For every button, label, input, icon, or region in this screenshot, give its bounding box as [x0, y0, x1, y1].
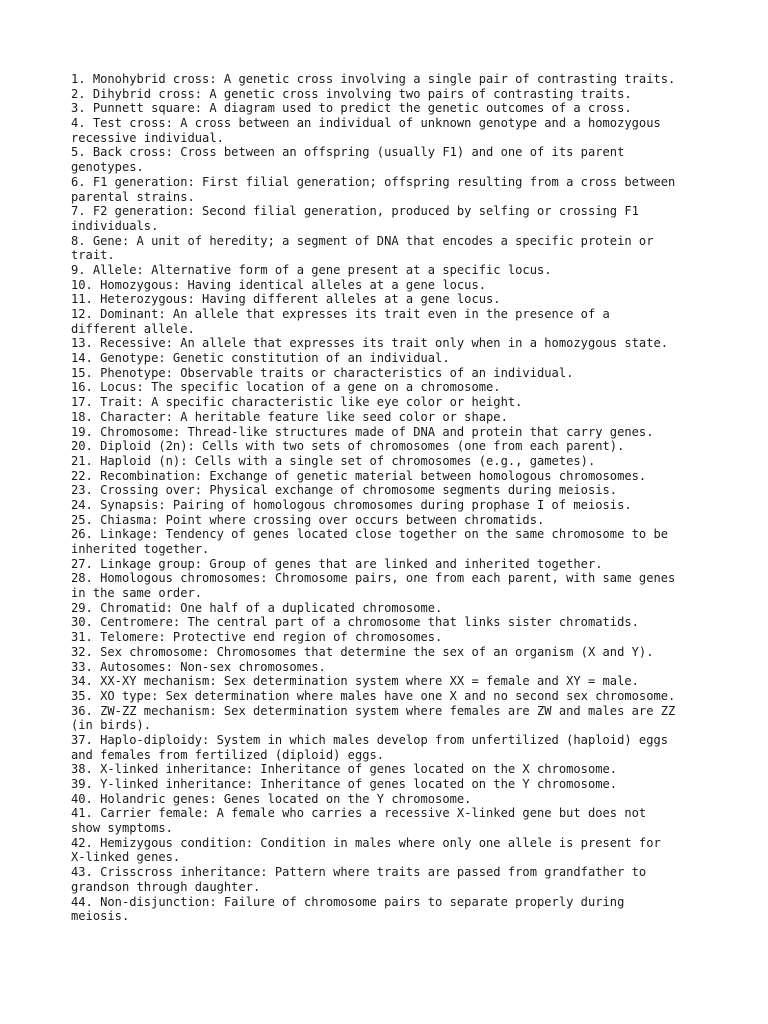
- glossary-line: 15. Phenotype: Observable traits or characteristics of an individual.: [71, 365, 574, 380]
- glossary-line: 30. Centromere: The central part of a chromosome that links sister chromatids.: [71, 615, 639, 630]
- glossary-line: 17. Trait: A specific characteristic like eye color or height.: [71, 395, 523, 410]
- glossary-line: grandson through daughter.: [71, 879, 261, 894]
- glossary-line: 44. Non-disjunction: Failure of chromosome pairs to separate properly during: [71, 894, 625, 909]
- glossary-line: (in birds).: [71, 718, 152, 733]
- glossary-line: recessive individual.: [71, 130, 224, 145]
- glossary-line: 10. Homozygous: Having identical alleles at a gene locus.: [71, 277, 487, 292]
- glossary-line: 40. Holandric genes: Genes located on the Y chromosome.: [71, 791, 472, 806]
- glossary-line: 23. Crossing over: Physical exchange of chromosome segments during meiosis.: [71, 483, 618, 498]
- glossary-line: 31. Telomere: Protective end region of chromosomes.: [71, 630, 443, 645]
- glossary-line: 13. Recessive: An allele that expresses its trait only when in a homozygous state.: [71, 336, 669, 351]
- glossary-line: 5. Back cross: Cross between an offspring (usually F1) and one of its parent: [71, 145, 625, 160]
- glossary-line: 26. Linkage: Tendency of genes located close together on the same chromosome to be: [71, 527, 669, 542]
- glossary-line: 32. Sex chromosome: Chromosomes that determine the sex of an organism (X and Y).: [71, 644, 654, 659]
- glossary-line: 19. Chromosome: Thread-like structures made of DNA and protein that carry genes.: [71, 424, 654, 439]
- glossary-text-block: [71, 72, 711, 924]
- glossary-line: and females from fertilized (diploid) eggs.: [71, 747, 385, 762]
- glossary-line: trait.: [71, 248, 115, 263]
- glossary-line: 34. XX-XY mechanism: Sex determination system where XX = female and XY = male.: [71, 674, 639, 689]
- glossary-line: 42. Hemizygous condition: Condition in males where only one allele is present for: [71, 835, 661, 850]
- glossary-line: 24. Synapsis: Pairing of homologous chromosomes during prophase I of meiosis.: [71, 497, 632, 512]
- glossary-line: parental strains.: [71, 189, 195, 204]
- glossary-line: individuals.: [71, 218, 159, 233]
- glossary-line: 33. Autosomes: Non-sex chromosomes.: [71, 659, 326, 674]
- glossary-line: 18. Character: A heritable feature like seed color or shape.: [71, 409, 508, 424]
- glossary-line: X-linked genes.: [71, 850, 181, 865]
- glossary-line: genotypes.: [71, 160, 144, 175]
- glossary-line: show symptoms.: [71, 821, 173, 836]
- glossary-line: 39. Y-linked inheritance: Inheritance of genes located on the Y chromosome.: [71, 777, 618, 791]
- glossary-line: 35. XO type: Sex determination where males have one X and no second sex chromosome.: [71, 688, 676, 703]
- glossary-line: 21. Haploid (n): Cells with a single set of chromosomes (e.g., gametes).: [71, 453, 596, 468]
- glossary-line: 22. Recombination: Exchange of genetic material between homologous chromosomes.: [71, 468, 647, 483]
- glossary-line: 1. Monohybrid cross: A genetic cross involving a single pair of contrasting traits.: [71, 72, 676, 86]
- glossary-line: different allele.: [71, 321, 195, 336]
- glossary-line: 38. X-linked inheritance: Inheritance of genes located on the X chromosome.: [71, 762, 618, 777]
- glossary-line: 7. F2 generation: Second filial generation, produced by selfing or crossing F1: [71, 204, 639, 219]
- glossary-line: 4. Test cross: A cross between an individual of unknown genotype and a homozygous: [71, 116, 661, 131]
- glossary-line: 20. Diploid (2n): Cells with two sets of chromosomes (one from each parent).: [71, 439, 625, 454]
- glossary-line: 25. Chiasma: Point where crossing over occurs between chromatids.: [71, 512, 545, 527]
- glossary-line: 27. Linkage group: Group of genes that are linked and inherited together.: [71, 556, 603, 571]
- glossary-line: 16. Locus: The specific location of a gene on a chromosome.: [71, 380, 501, 395]
- glossary-line: 12. Dominant: An allele that expresses its trait even in the presence of a: [71, 307, 610, 321]
- glossary-line: 9. Allele: Alternative form of a gene present at a specific locus.: [71, 262, 552, 277]
- glossary-line: 6. F1 generation: First filial generation; offspring resulting from a cross between: [71, 174, 676, 189]
- glossary-line: 37. Haplo-diploidy: System in which males develop from unfertilized (haploid) eggs: [71, 732, 669, 747]
- glossary-line: 41. Carrier female: A female who carries a recessive X-linked gene but does not: [71, 806, 647, 821]
- glossary-line: 43. Crisscross inheritance: Pattern where traits are passed from grandfather to: [71, 865, 647, 880]
- glossary-line: 11. Heterozygous: Having different alleles at a gene locus.: [71, 292, 501, 307]
- glossary-line: 29. Chromatid: One half of a duplicated chromosome.: [71, 600, 443, 615]
- glossary-line: in the same order.: [71, 586, 203, 601]
- glossary-line: 3. Punnett square: A diagram used to predict the genetic outcomes of a cross.: [71, 101, 632, 116]
- glossary-line: 28. Homologous chromosomes: Chromosome pairs, one from each parent, with same genes: [71, 571, 676, 586]
- glossary-line: 8. Gene: A unit of heredity; a segment of DNA that encodes a specific protein or: [71, 233, 654, 248]
- glossary-line: meiosis.: [71, 909, 130, 924]
- glossary-line: 14. Genotype: Genetic constitution of an individual.: [71, 351, 450, 366]
- glossary-line: 2. Dihybrid cross: A genetic cross involving two pairs of contrasting traits.: [71, 86, 632, 101]
- glossary-line: inherited together.: [71, 542, 210, 556]
- glossary-line: 36. ZW-ZZ mechanism: Sex determination system where females are ZW and males are ZZ: [71, 703, 676, 718]
